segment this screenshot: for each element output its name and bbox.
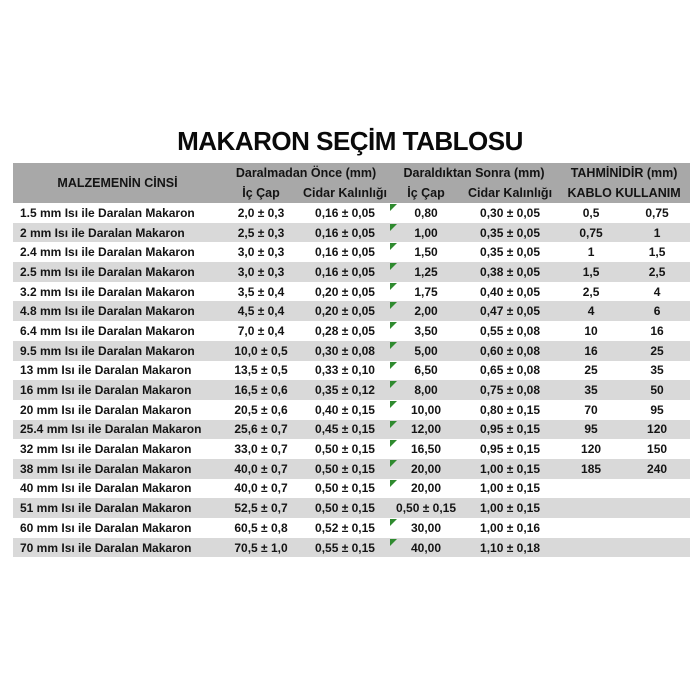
cell-material: 16 mm Isı ile Daralan Makaron xyxy=(13,380,222,400)
cell-wall-thickness-before: 0,30 ± 0,08 xyxy=(300,341,390,361)
cell-cable-min xyxy=(558,498,624,518)
cell-cable-min: 4 xyxy=(558,301,624,321)
cell-wall-thickness-after: 1,00 ± 0,15 xyxy=(462,498,558,518)
table-row xyxy=(13,518,690,538)
cell-wall-thickness-before: 0,50 ± 0,15 xyxy=(300,498,390,518)
makaron-selection-table xyxy=(13,163,690,557)
cell-material: 3.2 mm Isı ile Daralan Makaron xyxy=(20,284,195,299)
cell-inner-diameter-after: 1,00 xyxy=(390,223,462,243)
table-body xyxy=(13,203,690,557)
cell-comment-flag-icon xyxy=(390,224,397,231)
cell-wall-thickness-before: 0,20 ± 0,05 xyxy=(315,284,375,299)
cell-material: 2.4 mm Isı ile Daralan Makaron xyxy=(20,245,195,260)
cell-comment-flag-icon xyxy=(390,263,397,270)
cell-wall-thickness-after: 0,95 ± 0,15 xyxy=(480,442,540,457)
cell-cable-max xyxy=(624,538,690,558)
cell-inner-diameter-after: 8,00 xyxy=(390,380,462,400)
cell-comment-flag-icon xyxy=(390,204,397,211)
cell-wall-thickness-before: 0,45 ± 0,15 xyxy=(300,420,390,440)
cell-cable-max: 25 xyxy=(624,341,690,361)
cell-cable-min: 10 xyxy=(584,323,598,338)
cell-comment-flag-icon xyxy=(390,362,397,369)
table-row xyxy=(13,282,690,302)
cell-cable-min xyxy=(558,479,624,499)
col-group-before-shrink: Daralmadan Önce (mm) xyxy=(222,163,390,183)
cell-cable-min: 185 xyxy=(558,459,624,479)
cell-inner-diameter-after: 3,50 xyxy=(390,321,462,341)
cell-inner-diameter-after: 40,00 xyxy=(390,538,462,558)
cell-inner-diameter-before: 33,0 ± 0,7 xyxy=(234,442,288,457)
cell-comment-flag-icon xyxy=(390,421,397,428)
cell-wall-thickness-before: 0,50 ± 0,15 xyxy=(315,442,375,457)
col-header-wall-thickness-after: Cidar Kalınlığı xyxy=(462,183,558,203)
cell-wall-thickness-after: 1,00 ± 0,15 xyxy=(480,481,540,496)
cell-comment-flag-icon xyxy=(390,401,397,408)
cell-wall-thickness-before: 0,35 ± 0,12 xyxy=(300,380,390,400)
cell-inner-diameter-before: 4,5 ± 0,4 xyxy=(222,301,300,321)
cell-comment-flag-icon xyxy=(390,381,397,388)
cell-inner-diameter-before: 40,0 ± 0,7 xyxy=(222,459,300,479)
cell-inner-diameter-before: 2,0 ± 0,3 xyxy=(237,205,285,220)
cell-wall-thickness-before: 0,40 ± 0,15 xyxy=(315,402,375,417)
table-row xyxy=(13,400,690,420)
cell-cable-min: 70 xyxy=(584,402,598,417)
cell-material: 32 mm Isı ile Daralan Makaron xyxy=(20,442,192,457)
cell-wall-thickness-before: 0,33 ± 0,10 xyxy=(315,363,375,378)
cell-material: 6.4 mm Isı ile Daralan Makaron xyxy=(20,323,195,338)
cell-inner-diameter-after: 2,00 xyxy=(390,301,462,321)
cell-wall-thickness-before: 0,16 ± 0,05 xyxy=(300,262,390,282)
cell-material: 70 mm Isı ile Daralan Makaron xyxy=(13,538,222,558)
cell-cable-max: 120 xyxy=(624,420,690,440)
cell-wall-thickness-before: 0,16 ± 0,05 xyxy=(300,223,390,243)
page-title: MAKARON SEÇİM TABLOSU xyxy=(177,126,523,156)
table-row xyxy=(13,538,690,558)
cell-comment-flag-icon xyxy=(390,460,397,467)
table-row xyxy=(13,262,690,282)
cell-inner-diameter-before: 7,0 ± 0,4 xyxy=(237,323,285,338)
cell-wall-thickness-before: 0,50 ± 0,15 xyxy=(300,459,390,479)
cell-inner-diameter-before: 10,0 ± 0,5 xyxy=(222,341,300,361)
cell-inner-diameter-after: 1,50 xyxy=(390,242,462,262)
cell-wall-thickness-after: 0,60 ± 0,08 xyxy=(462,341,558,361)
cell-cable-max xyxy=(624,479,690,499)
cell-cable-max xyxy=(624,518,690,538)
table-header xyxy=(13,163,690,203)
cell-cable-max: 4 xyxy=(653,284,661,299)
cell-wall-thickness-after: 0,35 ± 0,05 xyxy=(462,223,558,243)
cell-material: 20 mm Isı ile Daralan Makaron xyxy=(20,402,192,417)
cell-material: 2 mm Isı ile Daralan Makaron xyxy=(13,223,222,243)
cell-cable-min: 2,5 xyxy=(582,284,600,299)
cell-comment-flag-icon xyxy=(390,539,397,546)
cell-material: 9.5 mm Isı ile Daralan Makaron xyxy=(13,341,222,361)
cell-wall-thickness-after: 1,00 ± 0,15 xyxy=(462,459,558,479)
cell-cable-max: 0,75 xyxy=(645,205,669,220)
cell-inner-diameter-before: 20,5 ± 0,6 xyxy=(234,402,288,417)
cell-cable-min xyxy=(558,538,624,558)
cell-comment-flag-icon xyxy=(390,519,397,526)
table-row xyxy=(13,420,690,440)
cell-cable-min: 16 xyxy=(558,341,624,361)
cell-inner-diameter-after: 1,25 xyxy=(390,262,462,282)
cell-wall-thickness-after: 0,95 ± 0,15 xyxy=(462,420,558,440)
col-header-inner-diameter-before: İç Çap xyxy=(222,183,300,203)
cell-wall-thickness-before: 0,20 ± 0,05 xyxy=(300,301,390,321)
cell-wall-thickness-after: 0,38 ± 0,05 xyxy=(462,262,558,282)
cell-cable-min: 1,5 xyxy=(558,262,624,282)
cell-wall-thickness-after: 0,40 ± 0,05 xyxy=(480,284,540,299)
cell-comment-flag-icon xyxy=(390,342,397,349)
col-group-estimate: TAHMİNİDİR (mm) xyxy=(558,163,690,183)
cell-cable-min xyxy=(558,518,624,538)
cell-inner-diameter-after: 5,00 xyxy=(390,341,462,361)
cell-wall-thickness-before: 0,50 ± 0,15 xyxy=(315,481,375,496)
col-header-wall-thickness-before: Cidar Kalınlığı xyxy=(300,183,390,203)
cell-cable-min: 1 xyxy=(587,245,595,260)
cell-cable-min: 0,5 xyxy=(582,205,600,220)
cell-wall-thickness-before: 0,16 ± 0,05 xyxy=(315,245,375,260)
cell-cable-min: 0,75 xyxy=(558,223,624,243)
cell-comment-flag-icon xyxy=(390,322,397,329)
cell-comment-flag-icon xyxy=(390,283,397,290)
cell-wall-thickness-before: 0,55 ± 0,15 xyxy=(300,538,390,558)
cell-inner-diameter-before: 25,6 ± 0,7 xyxy=(222,420,300,440)
cell-inner-diameter-after: 20,00 xyxy=(390,459,462,479)
cell-cable-max: 50 xyxy=(624,380,690,400)
cell-inner-diameter-after: 20,00 xyxy=(390,479,462,499)
cell-cable-max: 240 xyxy=(624,459,690,479)
cell-wall-thickness-after: 0,55 ± 0,08 xyxy=(480,323,540,338)
cell-comment-flag-icon xyxy=(390,440,397,447)
cell-cable-max: 95 xyxy=(650,402,664,417)
cell-wall-thickness-after: 0,65 ± 0,08 xyxy=(480,363,540,378)
cell-material: 40 mm Isı ile Daralan Makaron xyxy=(20,481,192,496)
col-group-after-shrink: Daraldıktan Sonra (mm) xyxy=(390,163,558,183)
cell-cable-max: 2,5 xyxy=(624,262,690,282)
cell-cable-max: 35 xyxy=(650,363,664,378)
cell-inner-diameter-after: 30,00 xyxy=(390,518,462,538)
cell-cable-min: 25 xyxy=(584,363,598,378)
cell-material: 13 mm Isı ile Daralan Makaron xyxy=(20,363,192,378)
cell-inner-diameter-before: 60,5 ± 0,8 xyxy=(234,520,288,535)
table-row xyxy=(13,380,690,400)
cell-inner-diameter-after: 16,50 xyxy=(390,439,462,459)
table-row xyxy=(13,361,690,381)
col-header-cable-usage: KABLO KULLANIM xyxy=(558,183,690,203)
cell-inner-diameter-before: 13,5 ± 0,5 xyxy=(234,363,288,378)
cell-comment-flag-icon xyxy=(390,302,397,309)
cell-inner-diameter-before: 16,5 ± 0,6 xyxy=(222,380,300,400)
cell-wall-thickness-before: 0,28 ± 0,05 xyxy=(315,323,375,338)
cell-cable-max: 6 xyxy=(624,301,690,321)
cell-cable-max: 1,5 xyxy=(648,245,666,260)
cell-cable-min: 95 xyxy=(558,420,624,440)
cell-material: 60 mm Isı ile Daralan Makaron xyxy=(20,520,192,535)
cell-inner-diameter-after: 10,00 xyxy=(390,400,462,420)
cell-inner-diameter-before: 70,5 ± 1,0 xyxy=(222,538,300,558)
cell-cable-max: 16 xyxy=(650,323,664,338)
table-row xyxy=(13,479,690,499)
cell-cable-min: 120 xyxy=(581,442,602,457)
cell-wall-thickness-after: 0,75 ± 0,08 xyxy=(462,380,558,400)
cell-inner-diameter-before: 3,0 ± 0,3 xyxy=(237,245,285,260)
header-group-row xyxy=(13,163,690,183)
cell-material: 51 mm Isı ile Daralan Makaron xyxy=(13,498,222,518)
table-row xyxy=(13,341,690,361)
cell-inner-diameter-after: 6,50 xyxy=(390,361,462,381)
table-row xyxy=(13,203,690,223)
cell-material: 2.5 mm Isı ile Daralan Makaron xyxy=(13,262,222,282)
cell-inner-diameter-before: 52,5 ± 0,7 xyxy=(222,498,300,518)
cell-wall-thickness-after: 0,80 ± 0,15 xyxy=(480,402,540,417)
cell-inner-diameter-before: 2,5 ± 0,3 xyxy=(222,223,300,243)
cell-wall-thickness-after: 0,35 ± 0,05 xyxy=(480,245,540,260)
cell-cable-max: 1 xyxy=(624,223,690,243)
table-row xyxy=(13,321,690,341)
cell-wall-thickness-before: 0,16 ± 0,05 xyxy=(315,205,375,220)
cell-inner-diameter-before: 3,5 ± 0,4 xyxy=(237,284,285,299)
cell-wall-thickness-before: 0,52 ± 0,15 xyxy=(315,520,375,535)
cell-wall-thickness-after: 0,30 ± 0,05 xyxy=(480,205,540,220)
cell-material: 4.8 mm Isı ile Daralan Makaron xyxy=(13,301,222,321)
table-row xyxy=(13,301,690,321)
cell-material: 1.5 mm Isı ile Daralan Makaron xyxy=(20,205,195,220)
col-header-material: MALZEMENİN CİNSİ xyxy=(13,163,222,203)
cell-wall-thickness-after: 1,10 ± 0,18 xyxy=(462,538,558,558)
table-row xyxy=(13,439,690,459)
table-row xyxy=(13,242,690,262)
cell-cable-min: 35 xyxy=(558,380,624,400)
cell-cable-max xyxy=(624,498,690,518)
cell-inner-diameter-before: 40,0 ± 0,7 xyxy=(234,481,288,496)
cell-inner-diameter-after: 12,00 xyxy=(390,420,462,440)
cell-comment-flag-icon xyxy=(390,480,397,487)
col-header-inner-diameter-after: İç Çap xyxy=(390,183,462,203)
cell-inner-diameter-before: 3,0 ± 0,3 xyxy=(222,262,300,282)
cell-comment-flag-icon xyxy=(390,243,397,250)
cell-wall-thickness-after: 1,00 ± 0,16 xyxy=(480,520,540,535)
cell-material: 38 mm Isı ile Daralan Makaron xyxy=(13,459,222,479)
cell-inner-diameter-after: 1,75 xyxy=(390,282,462,302)
table-row xyxy=(13,459,690,479)
cell-material: 25.4 mm Isı ile Daralan Makaron xyxy=(13,420,222,440)
cell-inner-diameter-after: 0,80 xyxy=(390,203,462,223)
cell-wall-thickness-after: 0,47 ± 0,05 xyxy=(462,301,558,321)
cell-cable-max: 150 xyxy=(647,442,668,457)
cell-inner-diameter-after: 0,50 ± 0,15 xyxy=(390,498,462,518)
table-row xyxy=(13,223,690,243)
table-row xyxy=(13,498,690,518)
